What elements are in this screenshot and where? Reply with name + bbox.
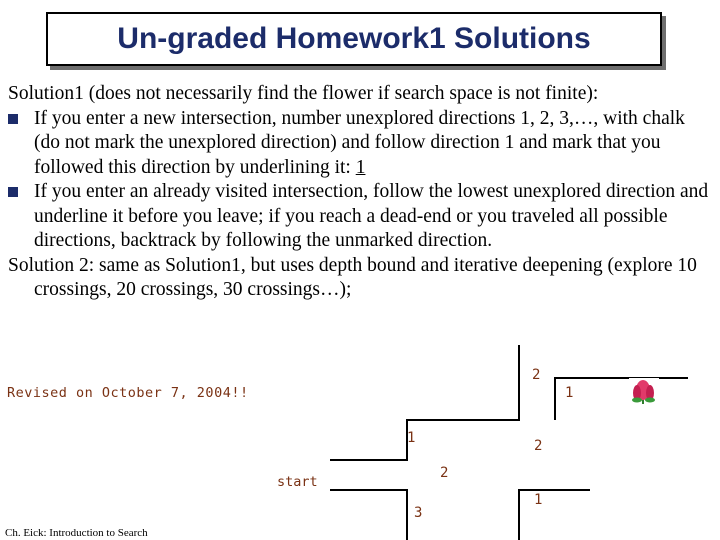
bullet-1-underlined: 1	[355, 156, 366, 178]
maze-wall	[330, 345, 519, 460]
solution2-text: Solution 2: same as Solution1, but uses depth bound and iterative deepening (explore 10 crossings, 20 crossings, 30 crossings…);	[8, 254, 697, 300]
maze-wall	[555, 378, 688, 410]
bullet-1-text: If you enter a new intersection, number unexplored directions 1, 2, 3,…, with chalk (do not mark the unexplored direction) and follow direction 1 and mark that you followed this direction by underlining it:	[34, 107, 685, 178]
label-mid-1: 1	[407, 430, 416, 446]
start-label: start	[277, 474, 318, 490]
flower-icon	[629, 378, 659, 404]
solution1-intro: Solution1 (does not necessarily find the flower if search space is not finite):	[8, 83, 599, 104]
bullet-2-text: If you enter an already visited intersection, follow the lowest unexplored direction and underline it before you leave; if you reach a dead-end or you traveled all possible directions, backtrack by following the unmarked direction.	[34, 181, 709, 251]
label-bottom-3: 3	[414, 505, 423, 521]
footer: Ch. Eick: Introduction to Search	[5, 527, 148, 539]
label-top-1: 1	[565, 385, 574, 401]
label-bottom-1: 1	[534, 492, 543, 508]
maze-wall	[330, 490, 407, 540]
label-top-2: 2	[532, 367, 541, 383]
slide-title: Un-graded Homework1 Solutions	[117, 22, 591, 55]
label-mid-2: 2	[534, 438, 543, 454]
label-low-2: 2	[440, 465, 449, 481]
revised-note: Revised on October 7, 2004!!	[7, 385, 249, 401]
